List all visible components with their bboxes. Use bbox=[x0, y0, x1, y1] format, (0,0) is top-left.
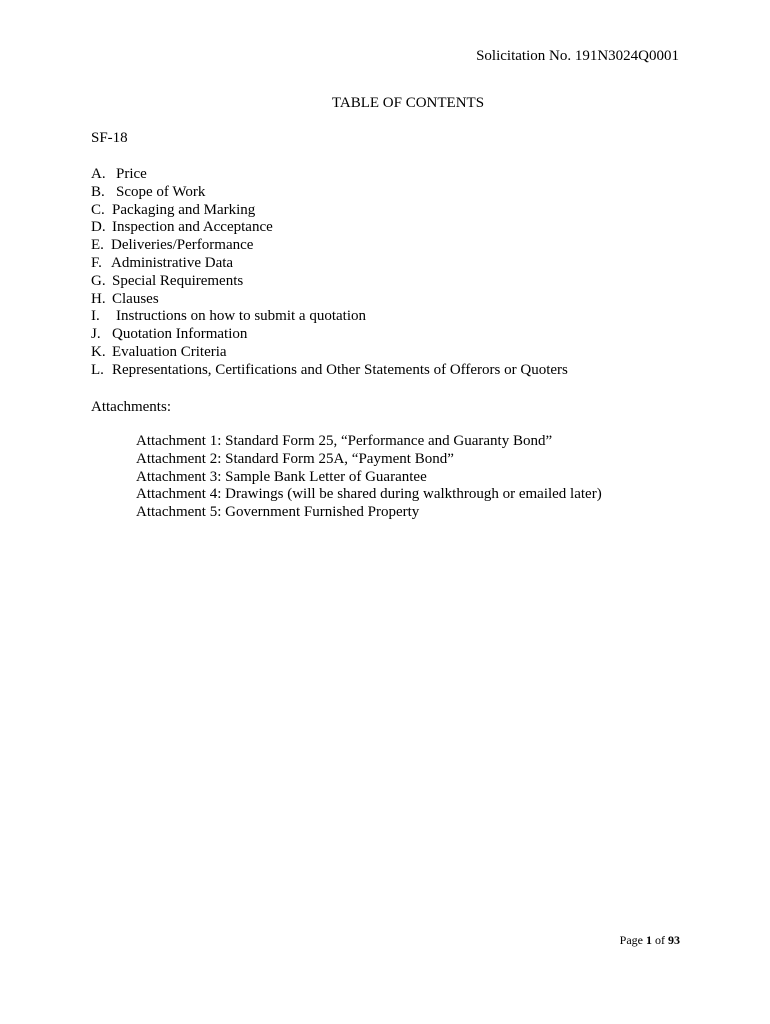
section-title: Special Requirements bbox=[112, 272, 244, 289]
toc-section-item bbox=[91, 166, 568, 184]
section-title: Clauses bbox=[112, 290, 159, 307]
section-title: Deliveries/Performance bbox=[111, 237, 254, 254]
form-label: SF-18 bbox=[91, 130, 128, 146]
section-letter: L. bbox=[91, 361, 104, 378]
section-letter: D. bbox=[91, 219, 106, 236]
solicitation-number: Solicitation No. 191N3024Q0001 bbox=[476, 48, 679, 64]
section-title: Instructions on how to submit a quotation bbox=[116, 308, 366, 325]
toc-section-item bbox=[91, 308, 568, 326]
toc-section-item bbox=[91, 184, 568, 202]
attachment-list bbox=[136, 433, 602, 522]
page-of-word: of bbox=[655, 933, 665, 947]
toc-section-item bbox=[91, 237, 568, 255]
section-letter: E. bbox=[91, 237, 104, 254]
section-title: Packaging and Marking bbox=[112, 201, 256, 218]
section-letter: K. bbox=[91, 343, 106, 360]
toc-section-item bbox=[91, 255, 568, 273]
section-title: Evaluation Criteria bbox=[112, 343, 227, 360]
toc-section-item bbox=[91, 362, 568, 380]
page-word: Page bbox=[619, 933, 643, 947]
section-letter: A. bbox=[91, 166, 106, 182]
section-title: Price bbox=[116, 166, 147, 182]
section-title: Quotation Information bbox=[112, 326, 248, 343]
section-letter: I. bbox=[91, 308, 100, 325]
toc-section-item bbox=[91, 291, 568, 309]
section-title: Administrative Data bbox=[111, 254, 234, 271]
toc-section-item bbox=[91, 202, 568, 220]
page-number bbox=[620, 933, 680, 948]
attachment-item: Attachment 1: Standard Form 25, “Performance and Guaranty Bond” bbox=[136, 433, 553, 449]
section-letter: G. bbox=[91, 272, 106, 289]
page-title: TABLE OF CONTENTS bbox=[331, 95, 485, 111]
toc-section-item bbox=[91, 219, 568, 237]
section-letter: F. bbox=[91, 254, 102, 271]
section-title: Inspection and Acceptance bbox=[112, 219, 273, 236]
attachment-item: Attachment 4: Drawings (will be shared during walkthrough or emailed later) bbox=[136, 486, 602, 503]
toc-section-list bbox=[91, 166, 568, 380]
page-total: 93 bbox=[668, 933, 680, 947]
section-letter: B. bbox=[91, 183, 105, 200]
toc-section-item bbox=[91, 344, 568, 362]
attachment-item: Attachment 5: Government Furnished Property bbox=[136, 504, 420, 521]
attachment-item: Attachment 2: Standard Form 25A, “Payment Bond” bbox=[136, 450, 454, 467]
section-letter: J. bbox=[91, 326, 101, 343]
section-letter: H. bbox=[91, 290, 106, 307]
page-current: 1 bbox=[646, 933, 652, 947]
attachment-item: Attachment 3: Sample Bank Letter of Guarantee bbox=[136, 468, 427, 485]
section-title: Scope of Work bbox=[116, 183, 206, 200]
section-title: Representations, Certifications and Other Statements of Offerors or Quoters bbox=[112, 361, 568, 378]
section-letter: C. bbox=[91, 201, 105, 218]
attachments-heading: Attachments: bbox=[91, 399, 171, 415]
toc-section-item bbox=[91, 273, 568, 291]
toc-section-item bbox=[91, 326, 568, 344]
